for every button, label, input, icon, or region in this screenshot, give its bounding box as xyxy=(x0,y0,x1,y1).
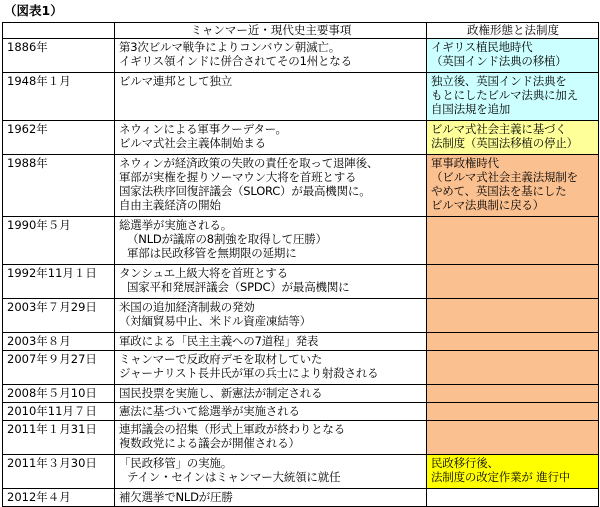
event-line: ネウィンが経済政策の失敗の責任を取って退陣後、 xyxy=(119,156,379,170)
event-line: 国民投票を実施し、新憲法が制定される xyxy=(119,386,323,400)
table-header-row xyxy=(3,23,599,39)
table-row xyxy=(3,489,599,507)
row-regime xyxy=(427,351,599,385)
event-line: 憲法に基づいて総選挙が実施される xyxy=(119,404,300,418)
row-date: 2011年１月31日 xyxy=(3,421,115,455)
regime-line: 法制度（英国法移植の停止） xyxy=(431,136,578,150)
table-row xyxy=(3,217,599,265)
event-line: 自由主義経済の開始 xyxy=(119,198,221,212)
row-events xyxy=(115,403,427,421)
row-events xyxy=(115,299,427,333)
history-table xyxy=(2,22,599,507)
regime-line: 独立後、英国インド法典を xyxy=(431,74,567,88)
row-regime xyxy=(427,385,599,403)
regime-line: やめて、英国法を基にした xyxy=(431,184,567,198)
regime-line: 法制度の改定作業が 進行中 xyxy=(431,470,571,484)
event-line: 「民政移管」の実施。 xyxy=(119,456,232,470)
header-date xyxy=(3,23,115,39)
event-line: 軍政による「民主主義への7道程」発表 xyxy=(119,334,319,348)
event-line: 国家平和発展評議会（SPDC）が最高機関に xyxy=(127,280,350,294)
row-date: 1992年11月１日 xyxy=(3,265,115,299)
table-row xyxy=(3,351,599,385)
regime-line: もとにしたビルマ法典に加え xyxy=(431,88,578,102)
event-line: ビルマ式社会主義体制始まる xyxy=(119,136,266,150)
row-regime xyxy=(427,217,599,265)
regime-line: ビルマ式社会主義に基づく xyxy=(431,122,567,136)
row-events xyxy=(115,385,427,403)
row-regime xyxy=(427,299,599,333)
regime-line: 軍事政権時代 xyxy=(431,156,499,170)
row-date: 2007年９月27日 xyxy=(3,351,115,385)
table-row xyxy=(3,421,599,455)
row-regime xyxy=(427,333,599,351)
row-date: 1886年 xyxy=(3,39,115,73)
row-regime xyxy=(427,455,599,489)
regime-line: 民政移行後、 xyxy=(431,456,499,470)
event-line: 第3次ビルマ戦争によりコンバウン朝滅亡。 xyxy=(119,40,341,54)
table-row xyxy=(3,455,599,489)
event-line: （対緬貿易中止、米ドル資産凍結等） xyxy=(119,314,312,328)
regime-line: 自国法規を追加 xyxy=(431,102,511,116)
row-events xyxy=(115,455,427,489)
row-date: 2011年３月30日 xyxy=(3,455,115,489)
header-regime: 政権形態と法制度 xyxy=(427,23,599,39)
table-row xyxy=(3,39,599,73)
table-row xyxy=(3,73,599,121)
row-date: 2010年11月７日 xyxy=(3,403,115,421)
event-line: ビルマ連邦として独立 xyxy=(119,74,232,88)
row-events xyxy=(115,121,427,155)
row-events xyxy=(115,351,427,385)
row-date: 2003年７月29日 xyxy=(3,299,115,333)
row-events xyxy=(115,489,427,507)
event-line: 補欠選挙でNLDが圧勝 xyxy=(119,490,233,504)
row-events xyxy=(115,217,427,265)
event-line: ネウィンによる軍事クーデター。 xyxy=(119,122,287,136)
event-line: 総選挙が実施される。 xyxy=(119,218,232,232)
table-body xyxy=(3,39,599,507)
header-events: ミャンマー近・現代史主要事項 xyxy=(115,23,427,39)
row-events xyxy=(115,333,427,351)
event-line: 国家法秩序回復評議会（SLORC）が最高機関に。 xyxy=(119,184,371,198)
row-events xyxy=(115,155,427,217)
event-line: 軍部は民政移管を無期限の延期に xyxy=(127,246,297,260)
row-regime xyxy=(427,73,599,121)
regime-line: ビルマ法典制に戻る） xyxy=(431,198,544,212)
row-date: 1948年１月 xyxy=(3,73,115,121)
row-date: 2008年５月10日 xyxy=(3,385,115,403)
event-line: 軍部が実権を握りソーマウン大将を首班とする xyxy=(119,170,357,184)
row-date: 2012年４月 xyxy=(3,489,115,507)
row-regime xyxy=(427,489,599,507)
row-date: 1990年５月 xyxy=(3,217,115,265)
row-regime xyxy=(427,403,599,421)
table-row xyxy=(3,299,599,333)
row-regime xyxy=(427,265,599,299)
regime-line: （ビルマ式社会主義法規制を xyxy=(431,170,578,184)
row-date: 1988年 xyxy=(3,155,115,217)
event-line: （NLDが議席の8割強を取得して圧勝） xyxy=(127,232,327,246)
table-row xyxy=(3,385,599,403)
row-events xyxy=(115,265,427,299)
event-line: イギリス領インドに併合されてその1州となる xyxy=(119,54,352,68)
event-line: ミャンマーで反政府デモを取材していた xyxy=(119,352,323,366)
regime-line: （英国インド法典の移植） xyxy=(431,54,567,68)
table-row xyxy=(3,155,599,217)
event-line: 連邦議会の招集（形式上軍政が終わりとなる xyxy=(119,422,345,436)
table-row xyxy=(3,403,599,421)
table-row xyxy=(3,121,599,155)
event-line: タンシュエ上級大将を首班とする xyxy=(119,266,288,280)
row-date: 2003年８月 xyxy=(3,333,115,351)
row-events xyxy=(115,73,427,121)
row-regime xyxy=(427,39,599,73)
table-row xyxy=(3,265,599,299)
event-line: ジャーナリスト長井氏が軍の兵士により射殺される xyxy=(119,366,379,380)
row-events xyxy=(115,421,427,455)
event-line: 複数政党による議会が開催される） xyxy=(119,436,300,450)
row-events xyxy=(115,39,427,73)
event-line: 米国の追加経済制裁の発効 xyxy=(119,300,255,314)
figure-title: （図表1） xyxy=(4,3,63,18)
table-row xyxy=(3,333,599,351)
row-date: 1962年 xyxy=(3,121,115,155)
event-line: テイン・セインはミャンマー大統領に就任 xyxy=(127,470,341,484)
row-regime xyxy=(427,121,599,155)
row-regime xyxy=(427,155,599,217)
regime-line: イギリス植民地時代 xyxy=(431,40,533,54)
row-regime xyxy=(427,421,599,455)
